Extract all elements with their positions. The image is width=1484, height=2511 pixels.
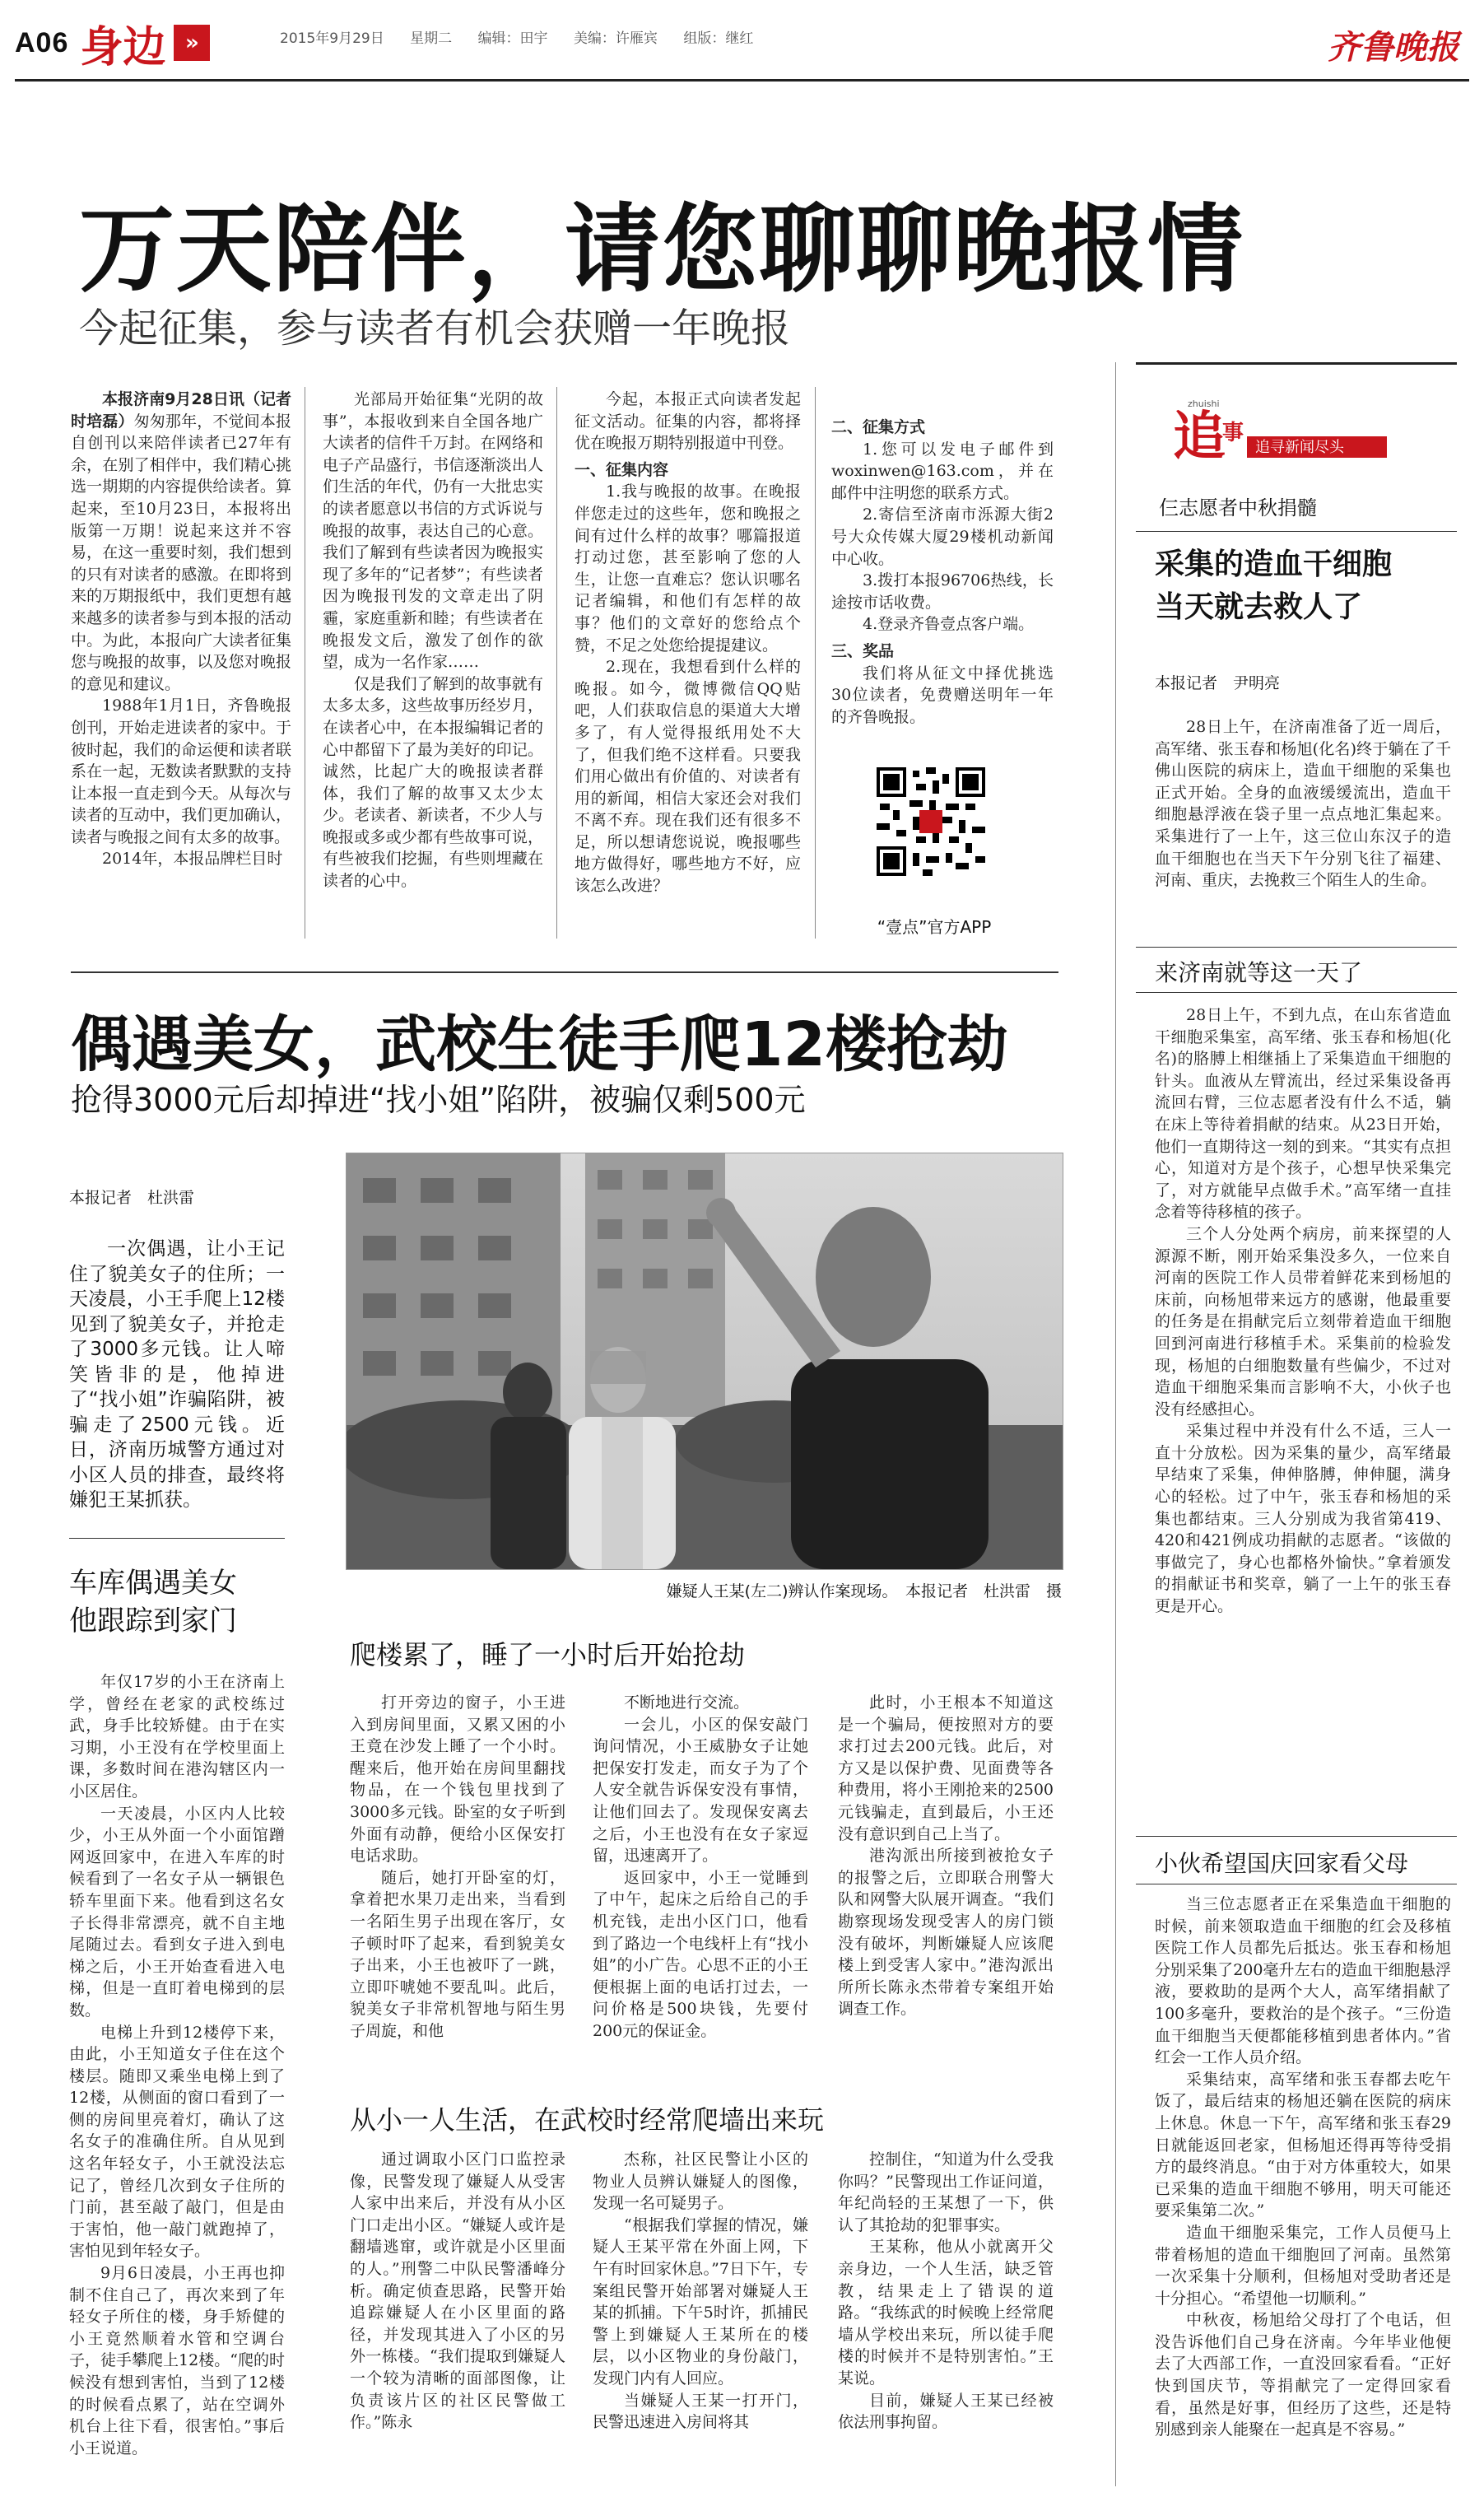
editor-credit: 编辑：田宇: [477, 30, 548, 47]
paragraph: [323, 673, 543, 892]
paragraph-text: 4.登录齐鲁壹点客户端。: [863, 615, 1035, 634]
zhuishi-logo: [1165, 395, 1391, 461]
story1-headline: 万天陪伴，请您聊聊晚报情: [79, 194, 1244, 305]
story2-mid1-column-2: [593, 1692, 808, 2043]
section-label: 身边: [80, 22, 166, 72]
paragraph: [593, 2390, 808, 2434]
paragraph-text: 中秋夜，杨旭给父母打了个电话，但没告诉他们自己身在济南。今年毕业他便去了大西部工作，一直没回家看看。“正好快到国庆节，等捐献完了一定得回家看看，虽然是好事，但经历了这些，还是特别感到亲人能聚在一起真是不容易。”: [1155, 2311, 1451, 2439]
paragraph-text: 造血干细胞采集完，工作人员便马上带着杨旭的造血干细胞回了河南。虽然第一次采集十分顺利，但杨旭对受助者还是十分担心。“希望他一切顺利。”: [1155, 2223, 1451, 2308]
proof-credit: 组版：继红: [683, 30, 754, 47]
paragraph-text: 目前，嫌疑人王某已经被依法刑事拘留。: [838, 2391, 1054, 2432]
paragraph: [575, 656, 801, 897]
dateline: 本报济南9月28日讯（记者 时培磊）: [71, 390, 291, 431]
paragraph: [69, 1671, 285, 1803]
paragraph-text: 1.您可以发电子邮件到woxinwen@163.com，并在邮件中注明您的联系方式。: [831, 440, 1054, 502]
paragraph-text: 今起，本报正式向读者发起征文活动。征集的内容，都将择优在晚报万期特别报道中刊登。: [575, 390, 801, 453]
sidebar-byline: 本报记者 尹明亮: [1155, 674, 1281, 692]
paragraph: [69, 1803, 285, 2022]
sidebar-rule: [1136, 947, 1457, 948]
paragraph-text: 一会儿，小区的保安敲门询问情况，小王威胁女子让她把保安打发走，而女子为了个人安全就告诉保安没有事情，让他们回去了。发现保安离去之后，小王也没有在女子家逗留，迅速离开了。: [593, 1715, 808, 1866]
sidebar-rule: [1136, 1836, 1457, 1837]
paragraph-text: 随后，她打开卧室的灯，拿着把水果刀走出来，当看到一名陌生男子出现在客厅，女子顿时吓了起来，看到貌美女子出来，小王也被吓了一跳，立即吓唬她不要乱叫。此后，貌美女子非常机智地与陌生男子周旋，和他: [350, 1868, 565, 2040]
story1-column-3: [575, 389, 801, 897]
paragraph: [1155, 716, 1451, 892]
story1-column-2: [323, 389, 543, 892]
sidebar-divider: [1115, 362, 1116, 2486]
logo-main-char: 追: [1173, 407, 1226, 461]
paragraph-text: 1988年1月1日，齐鲁晚报创刊，开始走进读者的家中。于彼时起，我们的命运便和读者联系在一起，无数读者默默的支持让本报一直走到今天。从每次与读者的互动中，我们更加确认，读者与晚报之间有太多的故事。: [71, 696, 291, 846]
paragraph-text: 一天凌晨，小区内人比较少，小王从外面一个小面馆蹭网返回家中，在进入车库的时候看到了一名女子从一辆银色轿车里面下来。他看到这名女子长得非常漂亮，就不自主地尾随过去。看到女子进入到电梯之后，小王开始查看进入电梯，但是一直盯着电梯到的层数。: [69, 1804, 285, 2020]
header-rule: [15, 79, 1469, 82]
paragraph: [575, 389, 801, 454]
paragraph-text: 2.寄信至济南市泺源大街2号大众传媒大厦29楼机动新闻中心收。: [831, 505, 1054, 568]
story2-subhead-2: 从小一人生活，在武校时经常爬墙出来玩: [350, 2104, 825, 2136]
logo-small-char: 事: [1222, 421, 1244, 445]
story1-column-1: [71, 389, 291, 870]
story2-subheadline: 抢得3000元后却掉进“找小姐”陷阱，被骗仅剩500元: [71, 1082, 806, 1118]
paragraph: [350, 2149, 565, 2434]
paragraph-text: 控制住，“知道为什么受我你吗？”民警现出工作证问道，年纪尚轻的王某想了一下，供认了其抢劫的犯罪事实。: [838, 2150, 1054, 2234]
designer-credit: 美编：许雁宾: [573, 30, 658, 47]
story2-side-heading: [69, 1564, 285, 1640]
sidebar-headline: [1155, 543, 1451, 629]
paragraph-text: 王某称，他从小就离开父亲身边，一个人生活，缺乏管教，结果走上了错误的道路。“我练武的时候晚上经常爬墙从学校出来玩，所以徒手爬楼的时候并不是特别害怕。”王某说。: [838, 2238, 1054, 2388]
paragraph-text: 三个人分处两个病房，前来探望的人源源不断，刚开始采集没多久，一位来自河南的医院工作人员带着鲜花来到杨旭的床前，向杨旭带来远方的感谢，他最重要的任务是在捐献完后立刻带着造血干细胞回到河南进行移植手术。采集前的检验发现，杨旭的白细胞数量有些偏少，不过对造血干细胞采集而言影响不大，小伙子也没有经感担心。: [1155, 1224, 1451, 1419]
brand-logo: 齐鲁晚报: [1328, 28, 1459, 67]
paragraph: [831, 613, 1054, 636]
paragraph: [69, 2022, 285, 2263]
paragraph: [1155, 1894, 1451, 2069]
paragraph-text: 3.拨打本报96706热线，长途按市话收费。: [831, 571, 1054, 612]
story2-mid1-column-3: [838, 1692, 1054, 2020]
paragraph: [350, 1692, 565, 1867]
paragraph-text: 匆匆那年，不觉间本报自创刊以来陪伴读者已27年有余，在别了相伴中，我们精心挑选一期期的内容提供给读者。算起来，至10月23日，本报将出版第一万期！说起来这并不容易，在这一重要时刻，我们想到的只有对读者的感激。在即将到来的万期报纸中，我们更想有越来越多的读者参与到本报的活动中。为此，本报向广大读者征集您与晚报的故事，以及您对晚报的意见和建议。: [71, 412, 291, 693]
heading-line: 当天就去救人了: [1155, 590, 1363, 624]
sidebar-rule: [1136, 531, 1457, 532]
paragraph-text: 仅是我们了解到的故事就有太多太多，这些故事历经岁月，在读者心中，在本报编辑记者的心中都留下了最为美好的印记。诚然，比起广大的晚报读者群体，我们了解的故事又太少太少。老读者、新读者，不少人与晚报或多或少都有些故事可说，有些被我们挖掘，有些则埋藏在读者的心中。: [323, 674, 543, 891]
side-rule: [69, 1538, 285, 1539]
sidebar-subhead-2: 小伙希望国庆回家看父母: [1155, 1850, 1409, 1877]
paragraph-text: 杰称，社区民警让小区的物业人员辨认嫌疑人的图像，发现一名可疑男子。: [593, 2150, 808, 2213]
paragraph: [350, 1867, 565, 2043]
qr-code-icon[interactable]: [877, 767, 985, 876]
sidebar-column-c: [1155, 1894, 1451, 2441]
paragraph-text: 打开旁边的窗子，小王进入到房间里面，又累又困的小王竟在沙发上睡了一个小时。醒来后，他开始在房间里翻找物品，在一个钱包里找到了3000多元钱。卧室的女子听到外面有动静，便给小区保安打电话求助。: [350, 1693, 565, 1866]
paragraph: [1155, 2222, 1451, 2309]
paragraph-text: 港沟派出所接到被抢女子的报警之后，立即联合刑警大队和网警大队展开调查。“我们勘察现场发现受害人的房门锁没有破坏，判断嫌疑人应该爬楼上到受害人家中。”港沟派出所所长陈永杰带着专案组开始调查工作。: [838, 1847, 1054, 2019]
sidebar-rule: [1136, 992, 1457, 993]
column-divider: [815, 387, 816, 939]
story2-lede: [69, 1237, 285, 1513]
paragraph-text: 采集结束，高军绪和张玉春都去吃午饭了，最后结束的杨旭还躺在医院的病床上休息。休息一下午，高军绪和张玉春29日就能返回老家，但杨旭还得再等待受捐方的最终消息。“由于对方体重较大，如果已采集的造血干细胞不够用，明天可能还要采集第二次。”: [1155, 2070, 1451, 2220]
story2-mid2-column-2: [593, 2149, 808, 2434]
lede-text: 一次偶遇，让小王记住了貌美女子的住所；一天凌晨，小王手爬上12楼见到了貌美女子，并抢走了3000多元钱。让人啼笑皆非的是，他掉进了“找小姐”诈骗陷阱，被骗走了2500元钱。近日，济南历城警方通过对小区人员的排查，最终将嫌犯王某抓获。: [69, 1238, 285, 1511]
paragraph-text: 28日上午，在济南准备了近一周后，高军绪、张玉春和杨旭(化名)终于躺在了千佛山医院的病床上，造血干细胞的采集也正式开始。全身的血液缓缓流出，造血干细胞悬浮液在袋子里一点点地汇集起来。采集进行了一上午，这三位山东汉子的造血干细胞也在当天下午分别飞往了福建、河南、重庆，去挽救三个陌生人的生命。: [1155, 718, 1451, 890]
story-divider: [71, 971, 1058, 973]
sidebar-column-a: [1155, 716, 1451, 892]
story2-headline: 偶遇美女，武校生徒手爬12楼抢劫: [71, 1009, 1008, 1080]
issue-weekday: 星期二: [410, 30, 453, 47]
paragraph-text: 光部局开始征集“光阴的故事”，本报收到来自全国各地广大读者的信件千万封。在网络和电子产品盛行，书信逐渐淡出人们生活的年代，仍有一大批忠实的读者愿意以书信的方式诉说与晚报的故事，表达自己的心意。我们了解到有些读者因为晚报实现了多年的“记者梦”；有些读者因为晚报刊发的文章走出了阴霾，家庭重新和睦；有些读者在晚报发文后，激发了创作的欲望，成为一名作家……: [323, 390, 543, 672]
story2-subhead-1: 爬楼累了，睡了一小时后开始抢劫: [350, 1639, 746, 1670]
story2-mid2-column-3: [838, 2149, 1054, 2434]
paragraph: [593, 2215, 808, 2390]
section-heading: 一、征集内容: [575, 460, 669, 479]
paragraph: [593, 2149, 808, 2215]
paragraph: [838, 1692, 1054, 1845]
story2-byline: 本报记者 杜洪雷: [69, 1189, 195, 1207]
double-arrow-icon: »: [174, 25, 210, 61]
sidebar-headline-line: [1155, 543, 1451, 629]
paragraph: [71, 695, 291, 848]
paragraph-text: 我们将从征文中择优挑选30位读者，免费赠送明年一年的齐鲁晚报。: [831, 664, 1054, 726]
sidebar-subhead-1: 来济南就等这一天了: [1155, 959, 1363, 986]
paragraph: [575, 481, 801, 656]
paragraph: [838, 2149, 1054, 2236]
story2-mid2-column-1: [350, 2149, 565, 2434]
paragraph-text: “根据我们掌握的情况，嫌疑人王某平常在外面上网，下午有时回家休息。”7日下午，专案组民警开始部署对嫌疑人王某的抓捕。下午5时许，抓捕民警上到嫌疑人王某所在的楼层，以小区物业的身份敲门，发现门内有人回应。: [593, 2215, 808, 2388]
paragraph-text: 2014年，本报品牌栏目时: [102, 850, 283, 869]
paragraph: [1155, 1223, 1451, 1420]
paragraph: [69, 2262, 285, 2459]
issue-date: 2015年9月29日: [280, 30, 384, 47]
photo-caption: 嫌疑人王某(左二)辨认作案现场。 本报记者 杜洪雷 摄: [666, 1582, 1062, 1600]
qr-caption: “壹点”官方APP: [877, 917, 992, 937]
heading-line: 他跟踪到家门: [69, 1605, 237, 1638]
paragraph-text: 返回家中，小王一觉睡到了中午，起床之后给自己的手机充钱，走出小区门口，他看到了路边一个电线杆上有“找小姐”的小广告。心思不正的小王便根据上面的电话打过去，一问价格是500块钱，先要付200元的保证金。: [593, 1868, 808, 2040]
section-heading: 三、奖品: [831, 641, 895, 660]
paragraph: [1155, 2069, 1451, 2222]
story2-side-column: [69, 1671, 285, 2459]
page-number: A06: [15, 26, 69, 58]
story1-column-4: [831, 412, 1054, 728]
paragraph: [593, 1867, 808, 2043]
masthead: [15, 18, 210, 72]
paragraph-text: 通过调取小区门口监控录像，民警发现了嫌疑人从受害人家中出来后，并没有从小区门口走出小区。“嫌疑人或许是翻墙逃窜，或许就是小区里面的人。”刑警二中队民警潘峰分析。确定侦查思路，民警开始追踪嫌疑人在小区里面的路径，并发现其进入了小区的另外一栋楼。“我们提取到嫌疑人一个较为清晰的面部图像，让负责该片区的社区民警做工作。”陈永: [350, 2150, 565, 2432]
paragraph-text: 此时，小王根本不知道这是一个骗局，便按照对方的要求打过去200元钱。此后，对方又是以保护费、见面费等各种费用，将小王刚抢来的2500元钱骗走，直到最后，小王还没有意识到自己上当了。: [838, 1693, 1054, 1843]
paragraph-text: 采集过程中并没有什么不适，三人一直十分放松。因为采集的量少，高军绪最早结束了采集，伸伸胳膊，伸伸腿，满身心的轻松。过了中午，张玉春和杨旭的采集也都结束。三人分别成为我省第419、420和421例成功捐献的志愿者。“该做的事做完了，身心也都格外愉快。”拿着颁发的捐献证书和奖章，躺了一上午的张玉春更是开心。: [1155, 1422, 1451, 1616]
paragraph: [838, 2236, 1054, 2389]
paragraph-text: 9月6日凌晨，小王再也抑制不住自己了，再次来到了年轻女子所住的楼，身手矫健的小王竟然顺着水管和空调台子，徒手攀爬上12楼。“爬的时候没有想到害怕，当到了12楼的时候看点累了，站在空调外机台上往下看，很害怕。”事后小王说道。: [69, 2264, 285, 2457]
paragraph: [593, 1714, 808, 1867]
paragraph: [323, 389, 543, 673]
issue-meta: [280, 26, 775, 47]
column-divider: [556, 387, 557, 939]
logo-tag: 追寻新闻尽头: [1255, 439, 1344, 456]
story1-subheadline: 今起征集，参与读者有机会获赠一年晚报: [79, 305, 791, 352]
paragraph: [831, 570, 1054, 613]
paragraph: [838, 1845, 1054, 2020]
paragraph: [71, 389, 291, 695]
story2-mid1-column-1: [350, 1692, 565, 2043]
paragraph: [831, 439, 1054, 505]
paragraph: [838, 2390, 1054, 2434]
paragraph: [1155, 1420, 1451, 1617]
heading-line: 车库偶遇美女: [69, 1567, 237, 1600]
paragraph: [831, 504, 1054, 570]
sidebar-column-b: [1155, 1004, 1451, 1618]
heading-line: 采集的造血干细胞: [1155, 547, 1393, 581]
paragraph-text: 28日上午，不到九点，在山东省造血干细胞采集室，高军绪、张玉春和杨旭(化名)的胳膊上相继插上了采集造血干细胞的针头。血液从左臂流出，经过采集设备再流回右臂，三位志愿者没有什么不适，躺在床上等待着捐献的结束。从23日开始，他们一直期待这一刻的到来。“其实有点担心，知道对方是个孩子，心想早快采集完了，对方就能早点做手术。”高军绪一直挂念着等待移植的孩子。: [1155, 1006, 1451, 1222]
paragraph: [1155, 2309, 1451, 2441]
paragraph-text: 年仅17岁的小王在济南上学，曾经在老家的武校练过武，身手比较矫健。由于在实习期，小王没有在学校里面上课，多数时间在港沟辖区内一小区居住。: [69, 1673, 285, 1801]
section-heading: 二、征集方式: [831, 418, 926, 436]
news-photo: [346, 1153, 1063, 1570]
paragraph-text: 当嫌疑人王某一打开门，民警迅速进入房间将其: [593, 2391, 808, 2432]
logo-pinyin: zhuishi: [1188, 398, 1220, 409]
side-heading-line: [69, 1564, 285, 1640]
sidebar-top-rule: [1136, 362, 1457, 365]
paragraph-text: 当三位志愿者正在采集造血干细胞的时候，前来领取造血干细胞的红会及移植医院工作人员都先后抵达。张玉春和杨旭分别采集了200毫升左右的造血干细胞悬浮液，要救助的是两个大人，高军绪捐献了100多毫升，要救治的是个孩子。“三份造血干细胞当天便都能移植到患者体内。”省红会一工作人员介绍。: [1155, 1895, 1451, 2067]
paragraph: [1155, 1004, 1451, 1223]
paragraph: [831, 663, 1054, 729]
paragraph: [71, 848, 291, 870]
paragraph: [593, 1692, 808, 1714]
paragraph-text: 2.现在，我想看到什么样的晚报。如今，微博微信QQ贴吧，人们获取信息的渠道大大增多了，有人觉得报纸用处不大了，但我们绝不这样看。只要我们用心做出有价值的、对读者有用的新闻，相信大家还会对我们不离不弃。现在我们还有很多不足，所以想请您说说，晚报哪些地方做得好，哪些地方不好，应该怎么改进？: [575, 658, 801, 896]
paragraph-text: 不断地进行交流。: [624, 1693, 750, 1712]
sidebar-kicker: 仨志愿者中秋捐髓: [1159, 496, 1317, 519]
paragraph-text: 1.我与晚报的故事。在晚报伴您走过的这些年，您和晚报之间有过什么样的故事？哪篇报道打动过您，甚至影响了您的人生，让您一直难忘？您认识哪名记者编辑，和他们有怎样的故事？他们的文章好的您给点个赞，不足之处您给提提建议。: [575, 482, 801, 655]
paragraph-text: 电梯上升到12楼停下来，由此，小王知道女子住在这个楼层。随即又乘坐电梯上到了12楼，从侧面的窗口看到了一侧的房间里亮着灯，确认了这名女子的准确住所。自从见到这名年轻女子，小王就没法忘记了，曾经几次到女子住所的门前，甚至敲了敲门，但是由于害怕，他一敲门就跑掉了，害怕见到年轻女子。: [69, 2023, 285, 2261]
